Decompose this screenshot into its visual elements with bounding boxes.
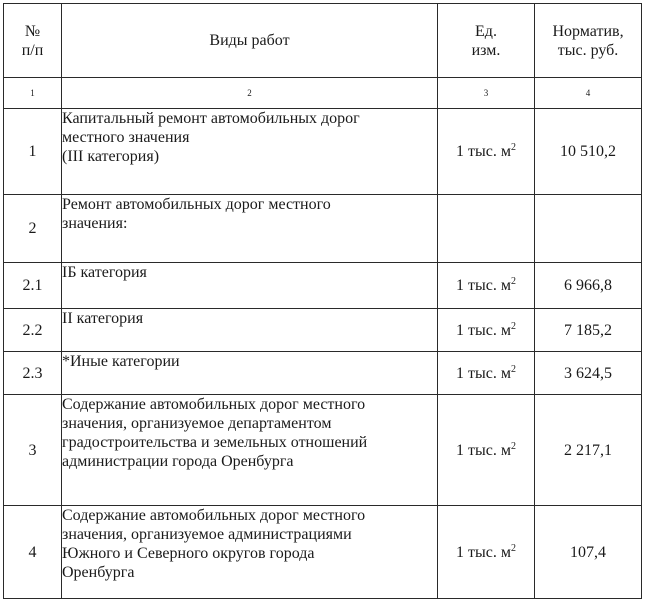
work-description-line: Капитальный ремонт автомобильных дорог	[62, 110, 360, 127]
index-cell: 3	[438, 78, 535, 109]
work-description	[62, 309, 438, 352]
norm-value: 2 217,1	[535, 395, 642, 506]
index-row	[4, 78, 642, 109]
work-description-line: (III категория)	[62, 148, 160, 165]
work-description-line: градостроительства и земельных отношений	[62, 434, 368, 451]
index-cell: 2	[62, 78, 438, 109]
work-description	[62, 506, 438, 599]
index-cell: 1	[4, 78, 62, 109]
unit-cell	[438, 109, 535, 195]
work-description	[62, 195, 438, 263]
header-unit-line2: изм.	[471, 41, 501, 59]
header-num	[4, 4, 62, 78]
work-description	[62, 395, 438, 506]
norm-value: 3 624,5	[535, 352, 642, 395]
unit-cell	[438, 352, 535, 395]
row-number: 2	[4, 195, 62, 263]
work-description-line: значения, организуемое администрациями	[62, 526, 352, 543]
norm-value: 107,4	[535, 506, 642, 599]
work-description-line: Содержание автомобильных дорог местного	[62, 396, 366, 413]
work-description-line: Ремонт автомобильных дорог местного	[62, 196, 331, 213]
work-description-line: Содержание автомобильных дорог местного	[62, 507, 366, 524]
norm-value: 7 185,2	[535, 309, 642, 352]
unit-text: 1 тыс. м	[456, 441, 511, 459]
unit-superscript: 2	[510, 276, 516, 287]
work-description-line: IБ категория	[62, 264, 147, 281]
table-row	[4, 109, 642, 195]
unit-superscript: 2	[510, 542, 516, 554]
unit-text: 1 тыс. м	[456, 321, 511, 339]
norm-value	[535, 195, 642, 263]
unit-cell	[438, 309, 535, 352]
table-row	[4, 395, 642, 506]
unit-text: 1 тыс. м	[456, 277, 511, 294]
unit-superscript: 2	[510, 320, 516, 332]
work-description	[62, 263, 438, 309]
table-row	[4, 195, 642, 263]
work-description-line: местного значения	[62, 129, 190, 146]
unit-cell	[438, 195, 535, 263]
index-cell: 4	[535, 78, 642, 109]
header-norm	[535, 4, 642, 78]
unit-text: 1 тыс. м	[456, 143, 511, 160]
norm-value: 10 510,2	[535, 109, 642, 195]
row-number: 2.2	[4, 309, 62, 352]
header-norm-line2: тыс. руб.	[557, 41, 619, 59]
work-description-line: значения:	[62, 215, 128, 232]
row-number: 4	[4, 506, 62, 599]
unit-text: 1 тыс. м	[456, 543, 511, 561]
unit-superscript: 2	[510, 363, 516, 375]
table-row	[4, 352, 642, 395]
unit-cell	[438, 506, 535, 599]
row-number: 2.1	[4, 263, 62, 309]
work-description-line: администрации города Оренбурга	[62, 453, 294, 470]
work-description	[62, 352, 438, 395]
row-number: 3	[4, 395, 62, 506]
norms-table	[3, 3, 642, 599]
header-num-line1: №	[24, 22, 41, 40]
work-description-line: *Иные категории	[62, 353, 180, 370]
unit-text: 1 тыс. м	[456, 364, 511, 382]
header-unit	[438, 4, 535, 78]
header-work: Виды работ	[62, 4, 438, 78]
table-row	[4, 263, 642, 309]
row-number: 2.3	[4, 352, 62, 395]
work-description-line: Оренбурга	[62, 564, 135, 581]
header-row	[4, 4, 642, 78]
table-row	[4, 506, 642, 599]
header-norm-line1: Норматив,	[552, 22, 624, 40]
work-description	[62, 109, 438, 195]
unit-superscript: 2	[510, 142, 516, 153]
unit-superscript: 2	[510, 440, 516, 452]
work-description-line: II категория	[62, 310, 144, 327]
unit-cell	[438, 395, 535, 506]
unit-cell	[438, 263, 535, 309]
row-number: 1	[4, 109, 62, 195]
table-row	[4, 309, 642, 352]
header-num-line2: п/п	[21, 41, 44, 59]
header-unit-line1: Ед.	[475, 22, 497, 40]
work-description-line: Южного и Северного округов города	[62, 545, 315, 562]
norm-value: 6 966,8	[535, 263, 642, 309]
work-description-line: значения, организуемое департаментом	[62, 415, 332, 432]
